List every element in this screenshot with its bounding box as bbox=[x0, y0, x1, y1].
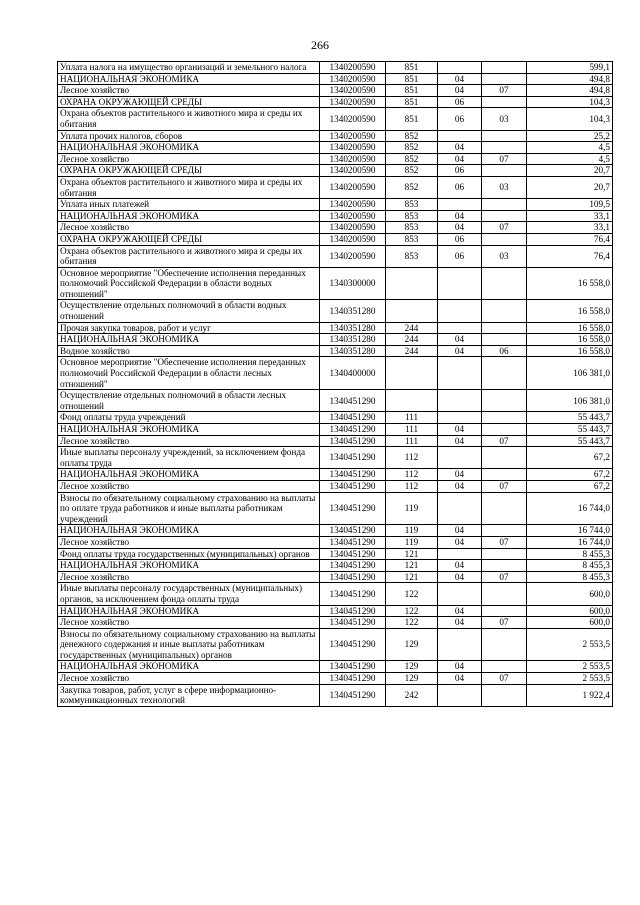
table-row bbox=[58, 73, 613, 85]
row-target-article-cell: 1340200590 bbox=[320, 85, 386, 97]
row-target-article-cell: 1340200590 bbox=[320, 233, 386, 245]
row-amount-cell: 4,5 bbox=[527, 142, 613, 154]
row-amount-cell: 16 558,0 bbox=[527, 334, 613, 346]
row-amount-cell: 76,4 bbox=[527, 233, 613, 245]
row-subsection-cell bbox=[482, 130, 527, 142]
row-subsection-cell bbox=[482, 73, 527, 85]
row-name-cell: Лесное хозяйство bbox=[58, 536, 320, 548]
table-row bbox=[58, 322, 613, 334]
row-name-cell: НАЦИОНАЛЬНАЯ ЭКОНОМИКА bbox=[58, 661, 320, 673]
table-row bbox=[58, 412, 613, 424]
row-name-cell: Водное хозяйство bbox=[58, 345, 320, 357]
row-amount-cell: 16 744,0 bbox=[527, 492, 613, 525]
row-expense-type-cell bbox=[386, 300, 438, 322]
row-section-cell bbox=[438, 199, 482, 211]
table-row bbox=[58, 142, 613, 154]
row-subsection-cell bbox=[482, 96, 527, 108]
row-name-cell: Прочая закупка товаров, работ и услуг bbox=[58, 322, 320, 334]
row-subsection-cell bbox=[482, 447, 527, 469]
row-expense-type-cell: 122 bbox=[386, 605, 438, 617]
row-amount-cell: 16 558,0 bbox=[527, 345, 613, 357]
table-row bbox=[58, 245, 613, 267]
row-name-cell: Фонд оплаты труда государственных (муниципальных) органов bbox=[58, 548, 320, 560]
table-row bbox=[58, 605, 613, 617]
row-expense-type-cell: 852 bbox=[386, 142, 438, 154]
row-amount-cell: 600,0 bbox=[527, 583, 613, 605]
table-row bbox=[58, 300, 613, 322]
row-name-cell: Лесное хозяйство bbox=[58, 480, 320, 492]
row-section-cell bbox=[438, 583, 482, 605]
row-name-cell: Осуществление отдельных полномочий в области лесных отношений bbox=[58, 390, 320, 412]
row-expense-type-cell: 242 bbox=[386, 684, 438, 706]
row-expense-type-cell bbox=[386, 357, 438, 390]
row-amount-cell: 16 558,0 bbox=[527, 300, 613, 322]
row-expense-type-cell: 121 bbox=[386, 548, 438, 560]
row-section-cell: 06 bbox=[438, 96, 482, 108]
row-amount-cell: 76,4 bbox=[527, 245, 613, 267]
row-amount-cell: 2 553,5 bbox=[527, 673, 613, 685]
row-target-article-cell: 1340451290 bbox=[320, 673, 386, 685]
row-name-cell: НАЦИОНАЛЬНАЯ ЭКОНОМИКА bbox=[58, 424, 320, 436]
row-subsection-cell: 07 bbox=[482, 480, 527, 492]
row-section-cell: 04 bbox=[438, 345, 482, 357]
row-section-cell: 04 bbox=[438, 560, 482, 572]
row-amount-cell: 599,1 bbox=[527, 62, 613, 74]
row-name-cell: Лесное хозяйство bbox=[58, 85, 320, 97]
row-section-cell bbox=[438, 447, 482, 469]
row-subsection-cell: 07 bbox=[482, 222, 527, 234]
row-section-cell: 04 bbox=[438, 617, 482, 629]
row-name-cell: Уплата иных платежей bbox=[58, 199, 320, 211]
row-amount-cell: 16 744,0 bbox=[527, 536, 613, 548]
row-subsection-cell bbox=[482, 357, 527, 390]
row-amount-cell: 494,8 bbox=[527, 73, 613, 85]
budget-table-body bbox=[58, 62, 613, 707]
row-target-article-cell: 1340451290 bbox=[320, 628, 386, 661]
table-row bbox=[58, 345, 613, 357]
row-section-cell: 04 bbox=[438, 661, 482, 673]
table-row bbox=[58, 334, 613, 346]
row-subsection-cell bbox=[482, 300, 527, 322]
row-target-article-cell: 1340451290 bbox=[320, 480, 386, 492]
row-expense-type-cell: 122 bbox=[386, 583, 438, 605]
row-subsection-cell bbox=[482, 684, 527, 706]
row-amount-cell: 67,2 bbox=[527, 447, 613, 469]
table-row bbox=[58, 628, 613, 661]
row-section-cell bbox=[438, 300, 482, 322]
row-subsection-cell bbox=[482, 142, 527, 154]
row-section-cell bbox=[438, 492, 482, 525]
row-expense-type-cell: 121 bbox=[386, 560, 438, 572]
row-name-cell: Взносы по обязательному социальному страхованию на выплаты по оплате труда работников и иные выплаты работникам учреждений bbox=[58, 492, 320, 525]
row-section-cell: 04 bbox=[438, 673, 482, 685]
table-row bbox=[58, 199, 613, 211]
row-amount-cell: 67,2 bbox=[527, 480, 613, 492]
row-amount-cell: 33,1 bbox=[527, 222, 613, 234]
row-name-cell: Основное мероприятие "Обеспечение исполнения переданных полномочий Российской Федерации в области лесных отношений" bbox=[58, 357, 320, 390]
row-target-article-cell: 1340451290 bbox=[320, 548, 386, 560]
row-amount-cell: 600,0 bbox=[527, 617, 613, 629]
row-section-cell: 06 bbox=[438, 165, 482, 177]
row-amount-cell: 8 455,3 bbox=[527, 571, 613, 583]
row-target-article-cell: 1340451290 bbox=[320, 684, 386, 706]
row-expense-type-cell: 851 bbox=[386, 85, 438, 97]
table-row bbox=[58, 233, 613, 245]
page-number: 266 bbox=[311, 38, 329, 52]
row-name-cell: ОХРАНА ОКРУЖАЮЩЕЙ СРЕДЫ bbox=[58, 165, 320, 177]
row-name-cell: Охрана объектов растительного и животного мира и среды их обитания bbox=[58, 176, 320, 198]
table-row bbox=[58, 492, 613, 525]
row-target-article-cell: 1340451290 bbox=[320, 447, 386, 469]
row-target-article-cell: 1340451290 bbox=[320, 412, 386, 424]
row-name-cell: Взносы по обязательному социальному страхованию на выплаты денежного содержания и иные выплаты работникам государственных (муниципальных) органов bbox=[58, 628, 320, 661]
row-subsection-cell bbox=[482, 424, 527, 436]
row-name-cell: Уплата налога на имущество организаций и земельного налога bbox=[58, 62, 320, 74]
row-name-cell: НАЦИОНАЛЬНАЯ ЭКОНОМИКА bbox=[58, 560, 320, 572]
table-row bbox=[58, 525, 613, 537]
row-target-article-cell: 1340451290 bbox=[320, 560, 386, 572]
row-section-cell bbox=[438, 130, 482, 142]
row-target-article-cell: 1340451290 bbox=[320, 571, 386, 583]
row-name-cell: Охрана объектов растительного и животного мира и среды их обитания bbox=[58, 108, 320, 130]
row-amount-cell: 2 553,5 bbox=[527, 628, 613, 661]
row-target-article-cell: 1340200590 bbox=[320, 210, 386, 222]
row-amount-cell: 20,7 bbox=[527, 176, 613, 198]
row-section-cell bbox=[438, 412, 482, 424]
table-row bbox=[58, 130, 613, 142]
table-row bbox=[58, 222, 613, 234]
row-section-cell bbox=[438, 62, 482, 74]
row-target-article-cell: 1340451290 bbox=[320, 435, 386, 447]
table-row bbox=[58, 62, 613, 74]
row-subsection-cell bbox=[482, 322, 527, 334]
row-section-cell: 04 bbox=[438, 571, 482, 583]
row-expense-type-cell: 119 bbox=[386, 536, 438, 548]
row-name-cell: ОХРАНА ОКРУЖАЮЩЕЙ СРЕДЫ bbox=[58, 96, 320, 108]
row-name-cell: Лесное хозяйство bbox=[58, 571, 320, 583]
row-section-cell: 04 bbox=[438, 480, 482, 492]
row-target-article-cell: 1340200590 bbox=[320, 73, 386, 85]
row-subsection-cell bbox=[482, 390, 527, 412]
row-expense-type-cell: 244 bbox=[386, 345, 438, 357]
row-expense-type-cell: 851 bbox=[386, 62, 438, 74]
row-section-cell bbox=[438, 357, 482, 390]
row-subsection-cell bbox=[482, 525, 527, 537]
table-row bbox=[58, 536, 613, 548]
row-target-article-cell: 1340451290 bbox=[320, 390, 386, 412]
row-name-cell: Фонд оплаты труда учреждений bbox=[58, 412, 320, 424]
row-name-cell: Закупка товаров, работ, услуг в сфере информационно-коммуникационных технологий bbox=[58, 684, 320, 706]
table-row bbox=[58, 357, 613, 390]
row-target-article-cell: 1340351280 bbox=[320, 300, 386, 322]
row-name-cell: НАЦИОНАЛЬНАЯ ЭКОНОМИКА bbox=[58, 210, 320, 222]
table-row bbox=[58, 583, 613, 605]
row-subsection-cell: 03 bbox=[482, 108, 527, 130]
row-name-cell: ОХРАНА ОКРУЖАЮЩЕЙ СРЕДЫ bbox=[58, 233, 320, 245]
row-expense-type-cell: 851 bbox=[386, 96, 438, 108]
budget-table bbox=[57, 61, 613, 707]
row-amount-cell: 106 381,0 bbox=[527, 390, 613, 412]
row-target-article-cell: 1340351280 bbox=[320, 322, 386, 334]
row-section-cell bbox=[438, 628, 482, 661]
row-expense-type-cell: 112 bbox=[386, 480, 438, 492]
row-expense-type-cell: 853 bbox=[386, 210, 438, 222]
row-subsection-cell bbox=[482, 334, 527, 346]
row-amount-cell: 4,5 bbox=[527, 153, 613, 165]
row-subsection-cell bbox=[482, 267, 527, 300]
row-expense-type-cell: 129 bbox=[386, 628, 438, 661]
table-row bbox=[58, 85, 613, 97]
table-row bbox=[58, 210, 613, 222]
row-amount-cell: 600,0 bbox=[527, 605, 613, 617]
row-section-cell: 04 bbox=[438, 525, 482, 537]
row-subsection-cell bbox=[482, 661, 527, 673]
row-target-article-cell: 1340200590 bbox=[320, 130, 386, 142]
row-subsection-cell: 06 bbox=[482, 345, 527, 357]
row-target-article-cell: 1340200590 bbox=[320, 62, 386, 74]
row-section-cell bbox=[438, 267, 482, 300]
table-row bbox=[58, 548, 613, 560]
row-expense-type-cell: 119 bbox=[386, 525, 438, 537]
row-target-article-cell: 1340200590 bbox=[320, 96, 386, 108]
table-row bbox=[58, 424, 613, 436]
row-expense-type-cell: 111 bbox=[386, 424, 438, 436]
row-subsection-cell: 07 bbox=[482, 571, 527, 583]
row-name-cell: Уплата прочих налогов, сборов bbox=[58, 130, 320, 142]
table-row bbox=[58, 571, 613, 583]
row-subsection-cell: 07 bbox=[482, 435, 527, 447]
row-expense-type-cell: 112 bbox=[386, 447, 438, 469]
row-amount-cell: 67,2 bbox=[527, 469, 613, 481]
row-expense-type-cell: 129 bbox=[386, 673, 438, 685]
row-amount-cell: 494,8 bbox=[527, 85, 613, 97]
row-name-cell: Иные выплаты персоналу государственных (муниципальных) органов, за исключением фонда оплаты труда bbox=[58, 583, 320, 605]
row-amount-cell: 104,3 bbox=[527, 108, 613, 130]
row-name-cell: Лесное хозяйство bbox=[58, 673, 320, 685]
row-expense-type-cell: 853 bbox=[386, 222, 438, 234]
row-expense-type-cell: 111 bbox=[386, 412, 438, 424]
row-amount-cell: 55 443,7 bbox=[527, 424, 613, 436]
row-section-cell: 04 bbox=[438, 142, 482, 154]
table-row bbox=[58, 673, 613, 685]
row-subsection-cell bbox=[482, 233, 527, 245]
table-row bbox=[58, 267, 613, 300]
row-section-cell: 04 bbox=[438, 605, 482, 617]
row-subsection-cell bbox=[482, 628, 527, 661]
row-target-article-cell: 1340200590 bbox=[320, 108, 386, 130]
row-name-cell: НАЦИОНАЛЬНАЯ ЭКОНОМИКА bbox=[58, 605, 320, 617]
table-row bbox=[58, 560, 613, 572]
row-expense-type-cell: 852 bbox=[386, 165, 438, 177]
row-expense-type-cell bbox=[386, 267, 438, 300]
row-amount-cell: 109,5 bbox=[527, 199, 613, 211]
table-row bbox=[58, 617, 613, 629]
row-section-cell: 06 bbox=[438, 245, 482, 267]
row-target-article-cell: 1340300000 bbox=[320, 267, 386, 300]
table-row bbox=[58, 108, 613, 130]
table-row bbox=[58, 447, 613, 469]
row-section-cell: 06 bbox=[438, 233, 482, 245]
row-name-cell: Охрана объектов растительного и животного мира и среды их обитания bbox=[58, 245, 320, 267]
row-amount-cell: 104,3 bbox=[527, 96, 613, 108]
row-name-cell: Лесное хозяйство bbox=[58, 617, 320, 629]
row-subsection-cell bbox=[482, 560, 527, 572]
row-name-cell: Лесное хозяйство bbox=[58, 153, 320, 165]
row-expense-type-cell: 851 bbox=[386, 73, 438, 85]
row-target-article-cell: 1340451290 bbox=[320, 583, 386, 605]
row-target-article-cell: 1340451290 bbox=[320, 605, 386, 617]
row-name-cell: НАЦИОНАЛЬНАЯ ЭКОНОМИКА bbox=[58, 334, 320, 346]
row-section-cell bbox=[438, 548, 482, 560]
row-name-cell: Осуществление отдельных полномочий в области водных отношений bbox=[58, 300, 320, 322]
table-row bbox=[58, 480, 613, 492]
row-subsection-cell bbox=[482, 62, 527, 74]
row-subsection-cell bbox=[482, 199, 527, 211]
row-section-cell: 04 bbox=[438, 73, 482, 85]
row-amount-cell: 16 558,0 bbox=[527, 267, 613, 300]
row-section-cell bbox=[438, 684, 482, 706]
row-target-article-cell: 1340451290 bbox=[320, 469, 386, 481]
table-row bbox=[58, 435, 613, 447]
row-target-article-cell: 1340200590 bbox=[320, 142, 386, 154]
row-section-cell bbox=[438, 390, 482, 412]
row-section-cell bbox=[438, 322, 482, 334]
row-amount-cell: 2 553,5 bbox=[527, 661, 613, 673]
row-subsection-cell: 07 bbox=[482, 536, 527, 548]
row-expense-type-cell: 852 bbox=[386, 153, 438, 165]
row-target-article-cell: 1340400000 bbox=[320, 357, 386, 390]
row-expense-type-cell: 851 bbox=[386, 108, 438, 130]
row-target-article-cell: 1340451290 bbox=[320, 492, 386, 525]
row-amount-cell: 106 381,0 bbox=[527, 357, 613, 390]
row-amount-cell: 55 443,7 bbox=[527, 435, 613, 447]
row-amount-cell: 16 558,0 bbox=[527, 322, 613, 334]
row-subsection-cell: 07 bbox=[482, 673, 527, 685]
row-expense-type-cell: 244 bbox=[386, 334, 438, 346]
row-name-cell: Основное мероприятие "Обеспечение исполнения переданных полномочий Российской Федерации в области водных отношений" bbox=[58, 267, 320, 300]
table-row bbox=[58, 684, 613, 706]
row-amount-cell: 25,2 bbox=[527, 130, 613, 142]
row-expense-type-cell: 129 bbox=[386, 661, 438, 673]
table-row bbox=[58, 176, 613, 198]
row-subsection-cell bbox=[482, 469, 527, 481]
row-subsection-cell: 07 bbox=[482, 85, 527, 97]
row-expense-type-cell: 853 bbox=[386, 233, 438, 245]
row-subsection-cell bbox=[482, 210, 527, 222]
row-target-article-cell: 1340451290 bbox=[320, 661, 386, 673]
row-subsection-cell bbox=[482, 412, 527, 424]
row-amount-cell: 55 443,7 bbox=[527, 412, 613, 424]
row-expense-type-cell: 122 bbox=[386, 617, 438, 629]
row-target-article-cell: 1340451290 bbox=[320, 617, 386, 629]
row-target-article-cell: 1340200590 bbox=[320, 222, 386, 234]
row-target-article-cell: 1340200590 bbox=[320, 199, 386, 211]
row-subsection-cell bbox=[482, 165, 527, 177]
row-target-article-cell: 1340200590 bbox=[320, 165, 386, 177]
row-expense-type-cell: 853 bbox=[386, 199, 438, 211]
row-name-cell: НАЦИОНАЛЬНАЯ ЭКОНОМИКА bbox=[58, 142, 320, 154]
row-name-cell: Лесное хозяйство bbox=[58, 222, 320, 234]
row-subsection-cell bbox=[482, 583, 527, 605]
row-section-cell: 04 bbox=[438, 153, 482, 165]
row-section-cell: 04 bbox=[438, 334, 482, 346]
row-expense-type-cell: 111 bbox=[386, 435, 438, 447]
row-target-article-cell: 1340351280 bbox=[320, 334, 386, 346]
row-expense-type-cell bbox=[386, 390, 438, 412]
row-subsection-cell bbox=[482, 492, 527, 525]
row-expense-type-cell: 112 bbox=[386, 469, 438, 481]
row-subsection-cell: 03 bbox=[482, 176, 527, 198]
table-row bbox=[58, 390, 613, 412]
row-amount-cell: 8 455,3 bbox=[527, 548, 613, 560]
row-expense-type-cell: 852 bbox=[386, 176, 438, 198]
table-row bbox=[58, 661, 613, 673]
row-name-cell: НАЦИОНАЛЬНАЯ ЭКОНОМИКА bbox=[58, 469, 320, 481]
row-section-cell: 06 bbox=[438, 108, 482, 130]
row-section-cell: 04 bbox=[438, 435, 482, 447]
table-row bbox=[58, 165, 613, 177]
row-expense-type-cell: 853 bbox=[386, 245, 438, 267]
row-expense-type-cell: 121 bbox=[386, 571, 438, 583]
row-target-article-cell: 1340200590 bbox=[320, 176, 386, 198]
row-target-article-cell: 1340351280 bbox=[320, 345, 386, 357]
row-subsection-cell: 07 bbox=[482, 617, 527, 629]
table-row bbox=[58, 153, 613, 165]
row-name-cell: Лесное хозяйство bbox=[58, 435, 320, 447]
row-subsection-cell bbox=[482, 605, 527, 617]
row-expense-type-cell: 119 bbox=[386, 492, 438, 525]
table-row bbox=[58, 469, 613, 481]
row-amount-cell: 20,7 bbox=[527, 165, 613, 177]
row-name-cell: НАЦИОНАЛЬНАЯ ЭКОНОМИКА bbox=[58, 73, 320, 85]
row-amount-cell: 16 744,0 bbox=[527, 525, 613, 537]
row-section-cell: 04 bbox=[438, 85, 482, 97]
row-amount-cell: 33,1 bbox=[527, 210, 613, 222]
row-subsection-cell: 07 bbox=[482, 153, 527, 165]
row-section-cell: 04 bbox=[438, 222, 482, 234]
row-expense-type-cell: 244 bbox=[386, 322, 438, 334]
row-subsection-cell: 03 bbox=[482, 245, 527, 267]
table-row bbox=[58, 96, 613, 108]
row-name-cell: НАЦИОНАЛЬНАЯ ЭКОНОМИКА bbox=[58, 525, 320, 537]
row-target-article-cell: 1340200590 bbox=[320, 245, 386, 267]
row-amount-cell: 8 455,3 bbox=[527, 560, 613, 572]
row-section-cell: 06 bbox=[438, 176, 482, 198]
row-section-cell: 04 bbox=[438, 210, 482, 222]
row-target-article-cell: 1340451290 bbox=[320, 424, 386, 436]
row-target-article-cell: 1340200590 bbox=[320, 153, 386, 165]
row-name-cell: Иные выплаты персоналу учреждений, за исключением фонда оплаты труда bbox=[58, 447, 320, 469]
row-expense-type-cell: 852 bbox=[386, 130, 438, 142]
row-section-cell: 04 bbox=[438, 536, 482, 548]
row-subsection-cell bbox=[482, 548, 527, 560]
row-amount-cell: 1 922,4 bbox=[527, 684, 613, 706]
row-section-cell: 04 bbox=[438, 469, 482, 481]
row-target-article-cell: 1340451290 bbox=[320, 525, 386, 537]
row-section-cell: 04 bbox=[438, 424, 482, 436]
row-target-article-cell: 1340451290 bbox=[320, 536, 386, 548]
